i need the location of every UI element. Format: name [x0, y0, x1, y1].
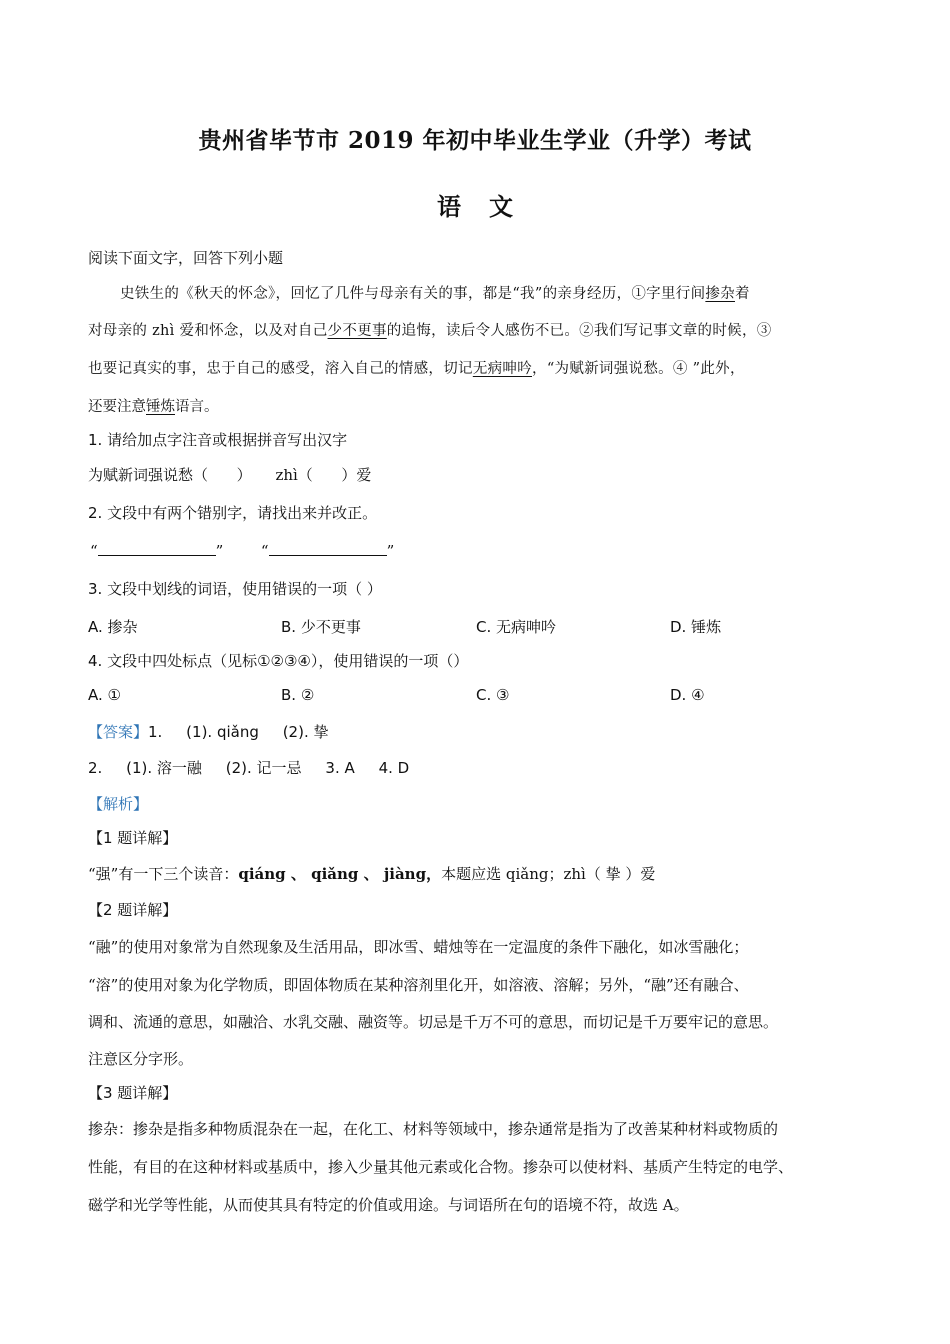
passage-line-4: 还要注意锤炼语言。 — [88, 399, 219, 415]
underlined-word: 锤炼 — [146, 399, 175, 415]
analysis-para-3-line-3: 磁学和光学等性能，从而使其具有特定的价值或用途。与词语所在句的语境不符，故选 A。 — [88, 1196, 689, 1214]
q4-option-a: A. ① — [88, 686, 121, 704]
q4-option-b: B. ② — [281, 686, 315, 704]
question-4: 4. 文段中四处标点（见标①②③④），使用错误的一项（） — [88, 652, 469, 670]
underlined-word: 无病呻吟 — [472, 361, 533, 377]
underlined-word: 少不更事 — [327, 323, 387, 339]
question-1-sub: 为赋新词强说愁（ ） zhì（ ）爱 — [88, 466, 372, 484]
analysis-para-2-line-1: “融”的使用对象常为自然现象及生活用品，即冰雪、蜡烛等在一定温度的条件下融化，如冰雪融化； — [88, 938, 749, 956]
analysis-para-2-line-2: “溶”的使用对象为化学物质，即固体物质在某种溶剂里化开，如溶液、溶解；另外，“融”还有融合、 — [88, 976, 749, 994]
answer-blank-1[interactable] — [98, 541, 216, 556]
subject-title: 语文 — [437, 192, 541, 221]
analysis-para-3-line-2: 性能，有目的在这种材料或基质中，掺入少量其他元素或化合物。掺杂可以使材料、基质产生特定的电学、 — [88, 1158, 794, 1176]
answer-label: 【答案】 — [88, 723, 149, 741]
q4-option-c: C. ③ — [476, 686, 510, 704]
question-2: 2. 文段中有两个错别字，请找出来并改正。 — [88, 504, 378, 522]
analysis-heading-1: 【1 题详解】 — [88, 829, 178, 847]
q3-option-a: A. 掺杂 — [88, 618, 138, 636]
passage-line-2: 对母亲的 zhì 爱和怀念，以及对自己少不更事的追悔，读后令人感伤不已。②我们写记事文章的时候，③ — [88, 323, 772, 339]
analysis-heading-2: 【2 题详解】 — [88, 901, 178, 919]
answer-line-2: 2. (1). 溶一融 (2). 记一忌 3. A 4. D — [88, 759, 410, 777]
q3-option-d: D. 锤炼 — [670, 618, 722, 636]
analysis-para-2-line-4: 注意区分字形。 — [88, 1050, 194, 1068]
exam-title: 贵州省毕节市 2019 年初中毕业生学业（升学）考试 — [198, 127, 752, 154]
answer-line-1: 【答案】1. (1). qiǎng (2). 挚 — [88, 723, 329, 741]
underlined-word: 掺杂 — [705, 286, 735, 302]
question-1: 1. 请给加点字注音或根据拼音写出汉字 — [88, 431, 348, 449]
q3-option-c: C. 无病呻吟 — [476, 618, 557, 636]
q4-option-d: D. ④ — [670, 686, 705, 704]
passage-line-1: 史铁生的《秋天的怀念》，回忆了几件与母亲有关的事，都是“我”的亲身经历，①字里行间掺杂着 — [120, 286, 750, 302]
passage-line-3: 也要记真实的事，忠于自己的感受，溶入自己的情感，切记无病呻吟，“为赋新词强说愁。④ ”此外， — [88, 361, 745, 377]
analysis-para-2-line-3: 调和、流通的意思，如融洽、水乳交融、融资等。切忌是千万不可的意思，而切记是千万要牢记的意思。 — [88, 1013, 779, 1031]
question-2-blanks: “ ” “ ” — [90, 542, 395, 560]
passage-intro: 阅读下面文字，回答下列小题 — [88, 249, 284, 267]
analysis-label: 【解析】 — [88, 795, 149, 813]
q3-option-b: B. 少不更事 — [281, 618, 361, 636]
analysis-heading-3: 【3 题详解】 — [88, 1084, 178, 1102]
answer-blank-2[interactable] — [269, 541, 387, 556]
analysis-para-3-line-1: 掺杂：掺杂是指多种物质混杂在一起，在化工、材料等领域中，掺杂通常是指为了改善某种材料或物质的 — [88, 1120, 779, 1138]
analysis-para-1: “强”有一下三个读音：qiáng 、 qiǎng 、 jiàng，本题应选 qiǎng；zhì（ 挚 ）爱 — [88, 865, 656, 883]
question-3: 3. 文段中划线的词语，使用错误的一项（ ） — [88, 580, 382, 598]
